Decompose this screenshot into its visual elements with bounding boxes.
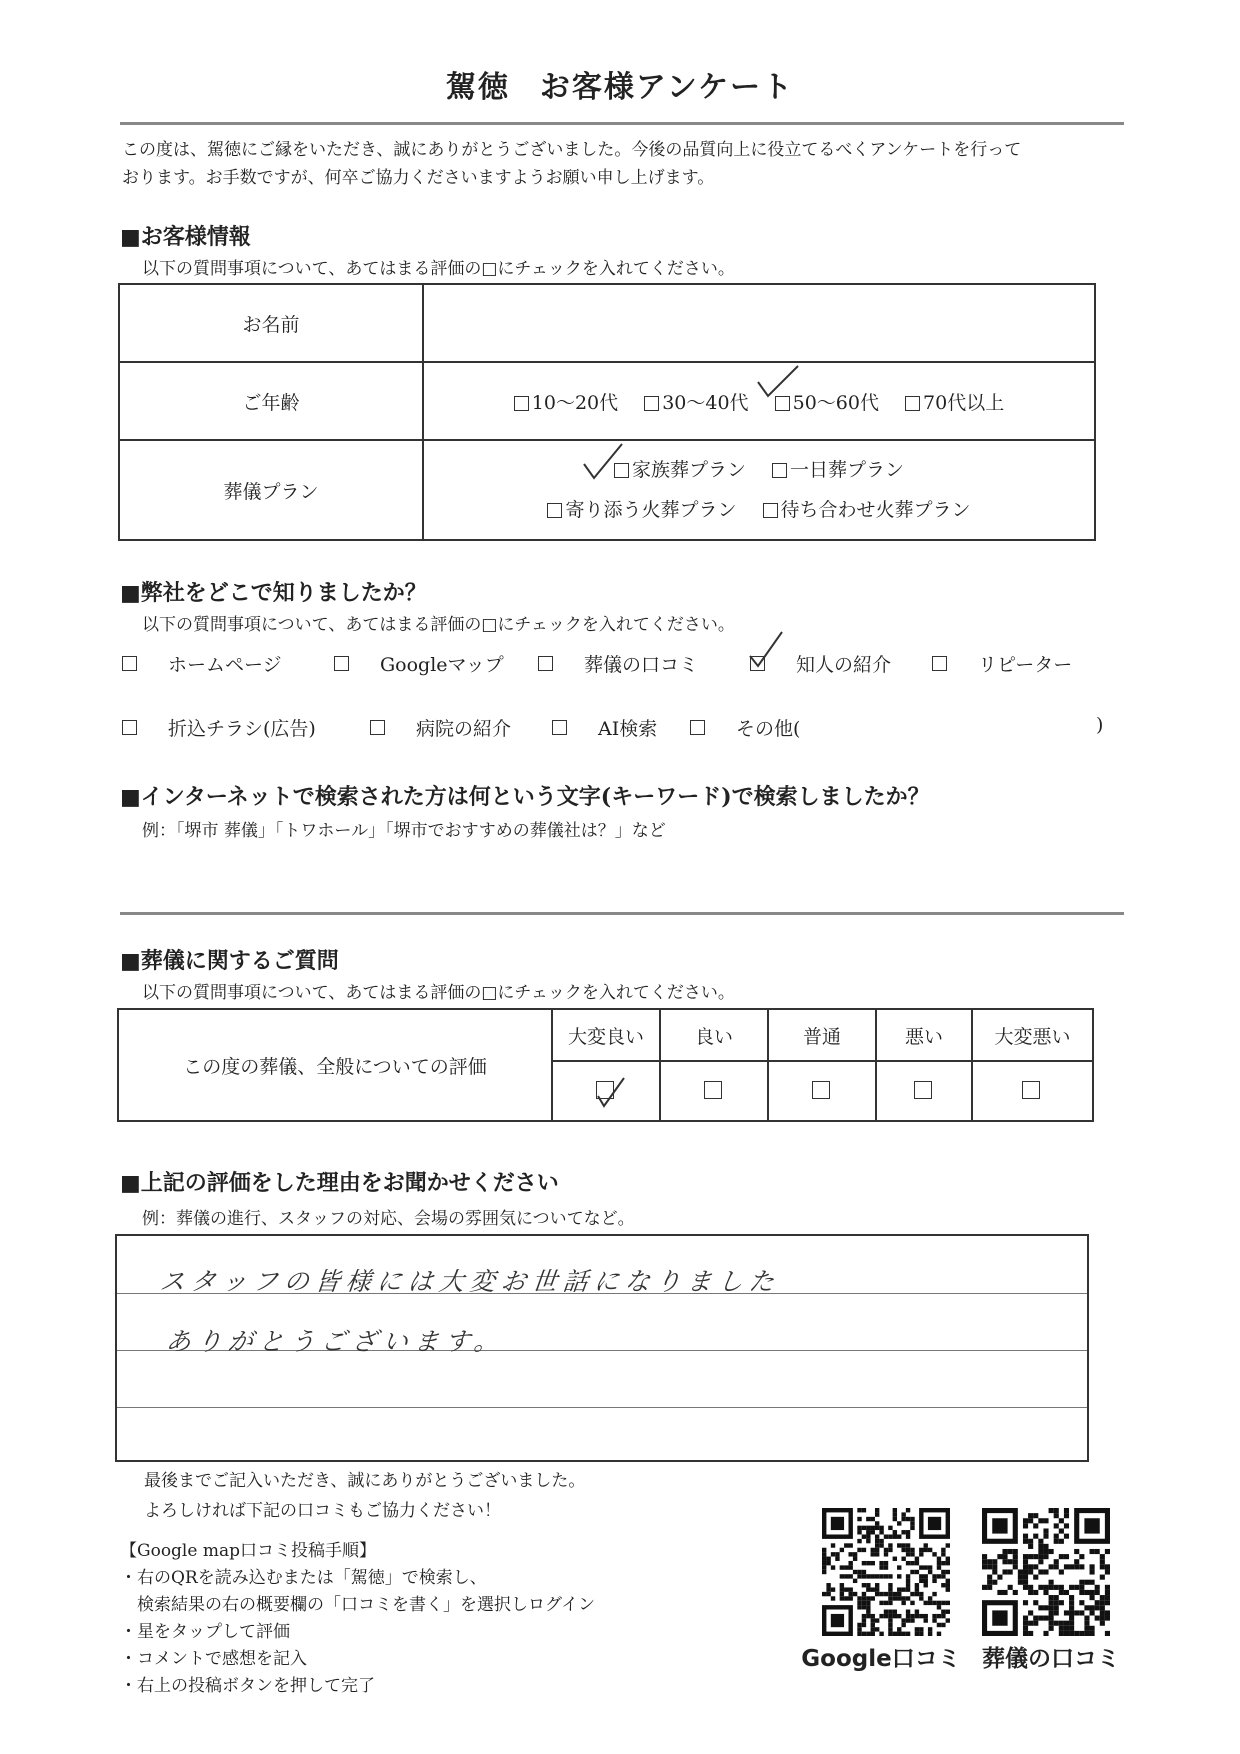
- source-option-flyer[interactable]: 折込チラシ(広告): [122, 716, 137, 738]
- plan-option-one-day[interactable]: 一日葬プラン: [772, 450, 904, 490]
- google-step: ・星をタップして評価: [120, 1622, 290, 1642]
- source-option-homepage[interactable]: ホームページ: [122, 652, 137, 674]
- google-review-qr-label: Google口コミ: [801, 1646, 961, 1672]
- checkbox[interactable]: [905, 396, 920, 411]
- customer-info-table: [118, 283, 1096, 541]
- source-option-funeral-review[interactable]: 葬儀の口コミ: [538, 652, 553, 674]
- survey-title: お客様アンケート: [539, 70, 795, 105]
- rating-cell-good[interactable]: [660, 1061, 768, 1121]
- checkbox[interactable]: [547, 503, 562, 518]
- intro-line-2: おります。お手数ですが、何卒ご協力くださいますようお願い申し上げます。: [122, 168, 715, 188]
- rating-header-bad: 悪い: [876, 1009, 972, 1061]
- google-step: 検索結果の右の概要欄の「口コミを書く」を選択しログイン: [120, 1595, 596, 1615]
- funeral-questions-heading: ■葬儀に関するご質問: [120, 948, 339, 974]
- google-step: ・右のQRを読み込むまたは「駕徳」で検索し、: [120, 1568, 487, 1588]
- checkbox[interactable]: [690, 720, 705, 735]
- plan-option-cremation-accompany[interactable]: 寄り添う火葬プラン: [547, 490, 736, 530]
- plan-options: [423, 440, 1095, 540]
- source-heading: ■弊社をどこで知りましたか？: [120, 580, 427, 606]
- checkbox[interactable]: [334, 656, 349, 671]
- rating-table: [117, 1008, 1094, 1122]
- closing-line-2: よろしければ下記の口コミもご協力ください！: [144, 1501, 501, 1521]
- closing-line-1: 最後までご記入いただき、誠にありがとうございました。: [144, 1471, 586, 1491]
- page-title: [0, 62, 1240, 106]
- age-option-50-60[interactable]: 50〜60代: [775, 388, 879, 415]
- rating-cell-normal[interactable]: [768, 1061, 876, 1121]
- plan-option-cremation-meet[interactable]: 待ち合わせ火葬プラン: [763, 490, 971, 530]
- source-option-hospital[interactable]: 病院の紹介: [370, 716, 385, 738]
- ruled-line: [117, 1407, 1087, 1408]
- funeral-review-qr-label: 葬儀の口コミ: [982, 1646, 1120, 1672]
- age-label: ご年齢: [119, 362, 423, 440]
- keyword-example: 例：「堺市 葬儀」「トワホール」「堺市でおすすめの葬儀社は？」など: [142, 821, 666, 841]
- checkbox[interactable]: [812, 1081, 830, 1099]
- title-divider: [120, 122, 1124, 125]
- source-option-other[interactable]: その他(: [690, 716, 705, 738]
- checkbox[interactable]: [932, 656, 947, 671]
- source-option-repeater[interactable]: リピーター: [932, 652, 947, 674]
- checkbox[interactable]: [914, 1081, 932, 1099]
- source-option-google-map[interactable]: Googleマップ: [334, 652, 349, 674]
- keyword-heading: ■インターネットで検索された方は何という文字(キーワード)で検索しましたか？: [120, 784, 930, 810]
- checkbox[interactable]: [1022, 1081, 1040, 1099]
- age-option-30-40[interactable]: 30〜40代: [644, 388, 748, 415]
- google-step: ・コメントで感想を記入: [120, 1649, 307, 1669]
- source-option-ai-search[interactable]: AI検索: [552, 716, 567, 738]
- checkbox[interactable]: [763, 503, 778, 518]
- rating-cell-bad[interactable]: [876, 1061, 972, 1121]
- plan-option-family[interactable]: 家族葬プラン: [614, 450, 746, 490]
- name-label: お名前: [119, 284, 423, 362]
- rating-header-normal: 普通: [768, 1009, 876, 1061]
- checkbox[interactable]: [644, 396, 659, 411]
- keyword-divider: [120, 912, 1124, 915]
- rating-cell-very-bad[interactable]: [972, 1061, 1093, 1121]
- customer-info-instruction: 以下の質問事項について、あてはまる評価の□にチェックを入れてください。: [142, 259, 735, 279]
- company-name: 駕徳: [445, 70, 510, 105]
- google-step: ・右上の投稿ボタンを押して完了: [120, 1676, 375, 1696]
- checkbox-checked[interactable]: [750, 656, 765, 671]
- rating-header-good: 良い: [660, 1009, 768, 1061]
- reason-answer-line-2: ありがとうございます。: [164, 1327, 507, 1356]
- rating-header-very-good: 大変良い: [552, 1009, 660, 1061]
- funeral-questions-instruction: 以下の質問事項について、あてはまる評価の□にチェックを入れてください。: [142, 983, 735, 1003]
- checkbox[interactable]: [772, 463, 787, 478]
- checkbox[interactable]: [122, 656, 137, 671]
- checkbox[interactable]: [370, 720, 385, 735]
- google-steps-heading: 【Google map口コミ投稿手順】: [120, 1541, 376, 1561]
- checkbox-checked[interactable]: [596, 1081, 614, 1099]
- age-options: [423, 362, 1095, 440]
- keyword-answer[interactable]: [120, 840, 1120, 908]
- intro-text: [122, 136, 1122, 192]
- reason-heading: ■上記の評価をした理由をお聞かせください: [120, 1170, 559, 1196]
- customer-info-heading: ■お客様情報: [120, 224, 251, 250]
- intro-line-1: この度は、駕徳にご縁をいただき、誠にありがとうございました。今後の品質向上に役立てるべくアンケートを行って: [122, 140, 1022, 160]
- checkbox[interactable]: [122, 720, 137, 735]
- reason-answer-line-1: スタッフの皆様には大変お世話になりました: [158, 1267, 782, 1296]
- checkbox[interactable]: [538, 656, 553, 671]
- rating-header-very-bad: 大変悪い: [972, 1009, 1093, 1061]
- name-field[interactable]: [423, 284, 1095, 362]
- checkbox-checked[interactable]: [614, 463, 629, 478]
- source-other-close: ): [1096, 714, 1104, 736]
- source-instruction: 以下の質問事項について、あてはまる評価の□にチェックを入れてください。: [142, 615, 735, 635]
- age-option-70-plus[interactable]: 70代以上: [905, 388, 1004, 415]
- closing-text: [144, 1466, 585, 1526]
- checkbox-checked[interactable]: [775, 396, 790, 411]
- rating-cell-very-good[interactable]: [552, 1061, 660, 1121]
- checkbox[interactable]: [514, 396, 529, 411]
- google-steps: [120, 1538, 595, 1700]
- funeral-review-qr-icon[interactable]: [982, 1508, 1110, 1636]
- checkbox[interactable]: [552, 720, 567, 735]
- rating-question: この度の葬儀、全般についての評価: [118, 1009, 552, 1121]
- google-review-qr-icon[interactable]: [822, 1508, 950, 1636]
- checkbox[interactable]: [704, 1081, 722, 1099]
- source-option-acquaintance[interactable]: 知人の紹介: [750, 652, 765, 674]
- age-option-10-20[interactable]: 10〜20代: [514, 388, 618, 415]
- plan-label: 葬儀プラン: [119, 440, 423, 540]
- reason-example: 例：葬儀の進行、スタッフの対応、会場の雰囲気についてなど。: [142, 1209, 635, 1229]
